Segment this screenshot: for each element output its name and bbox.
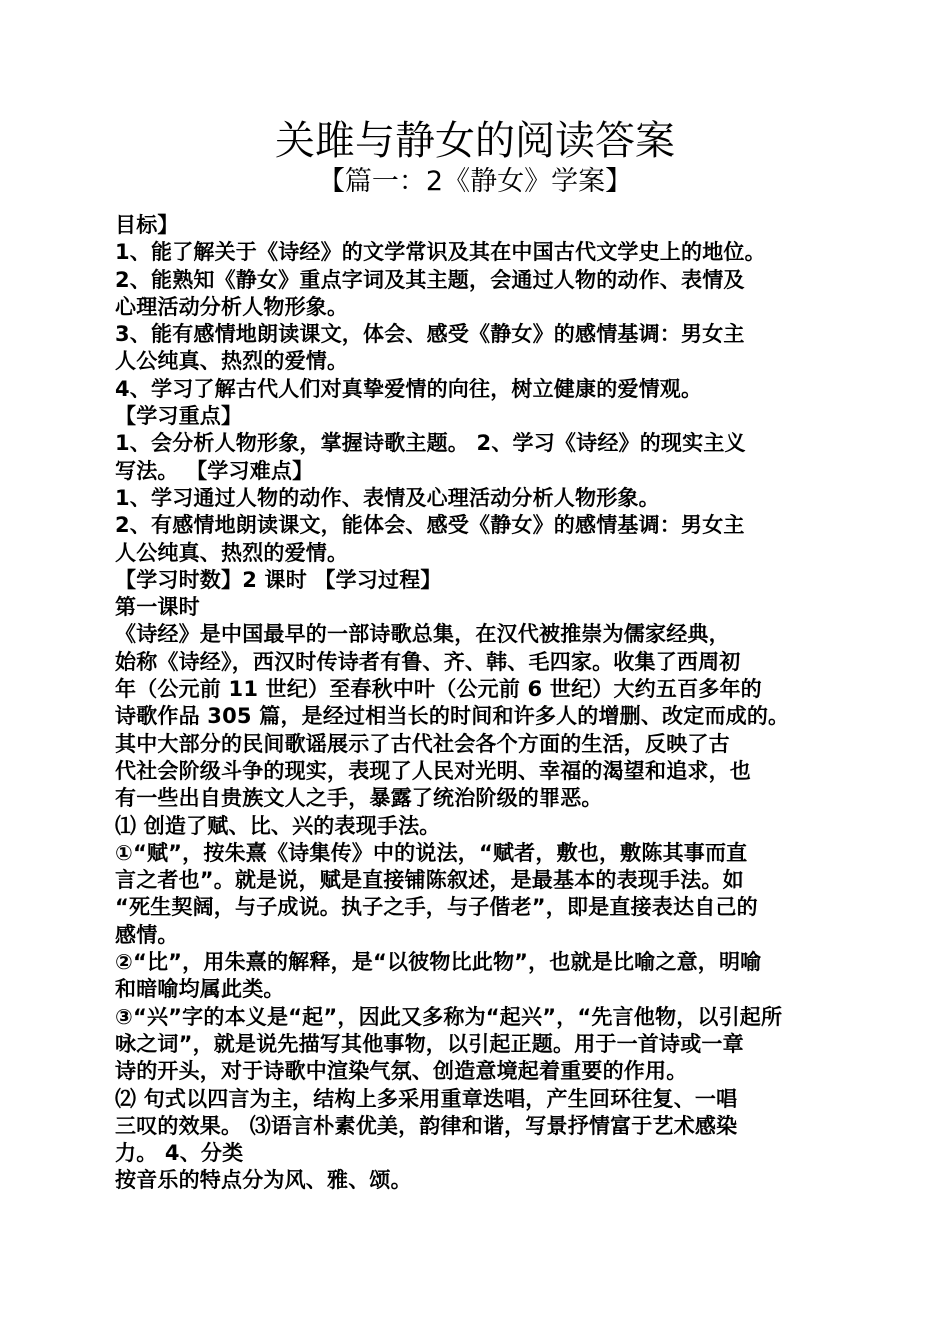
text-line: 写法。 【学习难点】 [115, 458, 314, 483]
text-line: 《诗经》是中国最早的一部诗歌总集，在汉代被推崇为儒家经典， [115, 622, 730, 647]
text-line: ②“比”，用朱熹的解释，是“以彼物比此物”，也就是比喻之意，明喻 [115, 950, 762, 975]
text-line: 年（公元前 11 世纪）至春秋中叶（公元前 6 世纪）大约五百多年的 [115, 677, 762, 702]
text-line: 1、能了解关于《诗经》的文学常识及其在中国古代文学史上的地位。 [115, 240, 766, 265]
text-line: 诗歌作品 305 篇，是经过相当长的时间和许多人的增删、改定而成的。 [115, 704, 790, 729]
text-line: “死生契阔，与子成说。执子之手，与子偕老”，即是直接表达自己的 [115, 895, 758, 920]
text-line: 和暗喻均属此类。 [115, 977, 285, 1002]
text-line: ①“赋”，按朱熹《诗集传》中的说法，“赋者，敷也，敷陈其事而直 [115, 840, 748, 865]
text-line: 三叹的效果。 ⑶语言朴素优美，韵律和谐，写景抒情富于艺术感染 [115, 1113, 738, 1138]
text-line: ⑴ 创造了赋、比、兴的表现手法。 [115, 813, 441, 838]
text-line: 4、学习了解古代人们对真挚爱情的向往，树立健康的爱情观。 [115, 376, 703, 401]
text-line: 目标】 [115, 213, 179, 237]
text-line: 1、会分析人物形象，掌握诗歌主题。 2、学习《诗经》的现实主义 [115, 431, 746, 456]
text-line: 3、能有感情地朗读课文，体会、感受《静女》的感情基调：男女主 [115, 322, 745, 347]
text-line: ⑵ 句式以四言为主，结构上多采用重章迭唱，产生回环往复、一唱 [115, 1086, 738, 1111]
text-line: 其中大部分的民间歌谣展示了古代社会各个方面的生活，反映了古 [115, 731, 730, 756]
text-line: 心理活动分析人物形象。 [115, 294, 349, 319]
section-heading: 【学习重点】 [115, 404, 243, 429]
text-line: 2、能熟知《静女》重点字词及其主题，会通过人物的动作、表情及 [115, 267, 745, 292]
text-line: 诗的开头，对于诗歌中渲染气氛、创造意境起着重要的作用。 [115, 1059, 688, 1084]
document-title: 关雎与静女的阅读答案 [275, 118, 675, 164]
text-line: ③“兴”字的本义是“起”，因此又多称为“起兴”，“先言他物，以引起所 [115, 1004, 783, 1029]
document-body [115, 212, 855, 1195]
text-line: 按音乐的特点分为风、雅、颂。 [115, 1168, 412, 1193]
text-line: 力。 4、分类 [115, 1141, 244, 1166]
text-line: 感情。 [115, 922, 179, 947]
text-line: 咏之词”，就是说先描写其他事物，以引起正题。用于一首诗或一章 [115, 1031, 744, 1056]
text-line: 始称《诗经》，西汉时传诗者有鲁、齐、韩、毛四家。收集了西周初 [115, 649, 741, 674]
text-line: 代社会阶级斗争的现实，表现了人民对光明、幸福的渴望和追求，也 [115, 758, 751, 783]
text-line: 1、学习通过人物的动作、表情及心理活动分析人物形象。 [115, 485, 660, 510]
text-line: 人公纯真、热烈的爱情。 [115, 540, 349, 565]
section-heading: 【学习时数】2 课时 【学习过程】 [115, 567, 442, 592]
document-subtitle: 【篇一：2《静女》学案】 [317, 166, 633, 197]
text-line: 有一些出自贵族文人之手，暴露了统治阶级的罪恶。 [115, 786, 603, 811]
text-line: 2、有感情地朗读课文，能体会、感受《静女》的感情基调：男女主 [115, 513, 745, 538]
text-line: 言之者也”。就是说，赋是直接铺陈叙述，是最基本的表现手法。如 [115, 868, 744, 893]
section-heading: 第一课时 [115, 595, 200, 620]
text-line: 人公纯真、热烈的爱情。 [115, 349, 349, 374]
